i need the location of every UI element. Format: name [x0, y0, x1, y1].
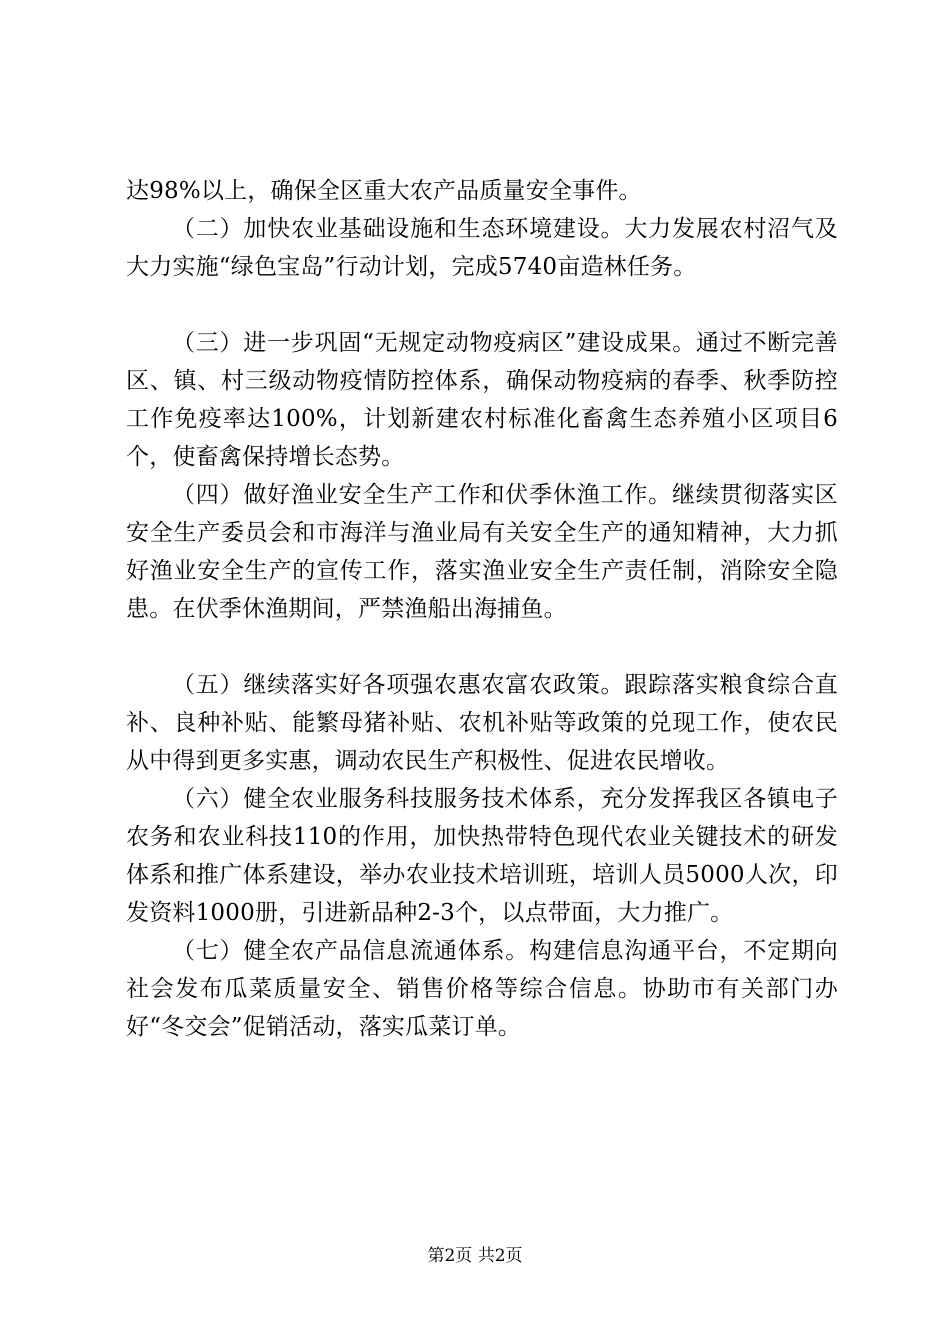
- paragraph-section-2: （二）加快农业基础设施和生态环境建设。大力发展农村沼气及大力实施“绿色宝岛”行动计划，完成5740亩造林任务。: [126, 216, 838, 280]
- paragraph-section-7: （七）健全农产品信息流通体系。构建信息沟通平台，不定期向社会发布瓜菜质量安全、销售价格等综合信息。协助市有关部门办好“冬交会”促销活动，落实瓜菜订单。: [126, 938, 838, 1040]
- paragraph-section-5: （五）继续落实好各项强农惠农富农政策。跟踪落实粮食综合直补、良种补贴、能繁母猪补贴、农机补贴等政策的兑现工作，使农民从中得到更多实惠，调动农民生产积极性、促进农民增收。: [126, 672, 838, 774]
- document-body: [126, 172, 838, 1046]
- paragraph-continuation: 达98%以上，确保全区重大农产品质量安全事件。: [126, 178, 642, 204]
- paragraph-section-3: （三）进一步巩固“无规定动物疫病区”建设成果。通过不断完善区、镇、村三级动物疫情防控体系，确保动物疫病的春季、秋季防控工作免疫率达100%，计划新建农村标准化畜禽生态养殖小区项目6个，使畜禽保持增长态势。: [126, 330, 838, 470]
- page-footer: 第2页 共2页: [427, 1246, 523, 1266]
- paragraph-section-6: （六）健全农业服务科技服务技术体系，充分发挥我区各镇电子农务和农业科技110的作用，加快热带特色现代农业关键技术的研发体系和推广体系建设，举办农业技术培训班，培训人员5000人次，印发资料1000册，引进新品种2-3个，以点带面，大力推广。: [126, 786, 838, 926]
- paragraph-section-4: （四）做好渔业安全生产工作和伏季休渔工作。继续贯彻落实区安全生产委员会和市海洋与渔业局有关安全生产的通知精神，大力抓好渔业安全生产的宣传工作，落实渔业安全生产责任制，消除安全隐患。在伏季休渔期间，严禁渔船出海捕鱼。: [126, 482, 838, 622]
